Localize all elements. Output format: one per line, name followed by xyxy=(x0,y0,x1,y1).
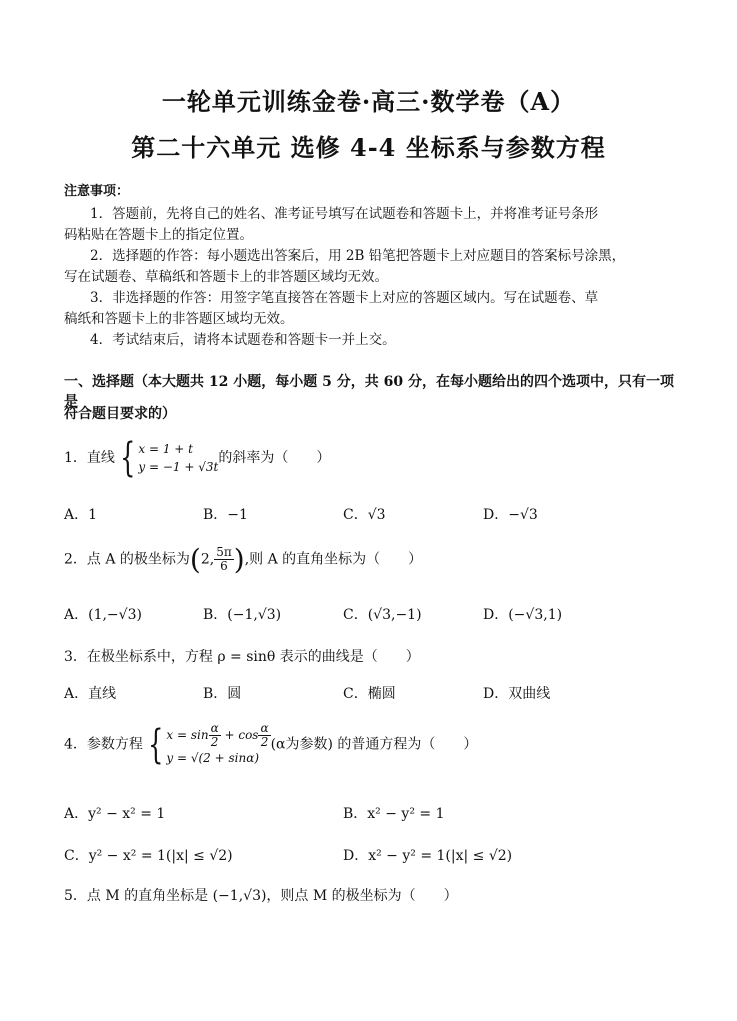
q2-option-d: D．(−√3,1) xyxy=(483,607,563,623)
q4-option-b: B．x² − y² = 1 xyxy=(343,806,445,822)
notice-line-5: 3．非选择题的作答：用签字笔直接答在答题卡上对应的答题区域内。写在试题卷、草 xyxy=(90,290,599,306)
q3-option-a: A．直线 xyxy=(64,686,117,702)
q1-option-a: A．1 xyxy=(64,507,98,523)
notice-line-4: 写在试题卷、草稿纸和答题卡上的非答题区域均无效。 xyxy=(64,269,388,285)
q2-option-a: A．(1,−√3) xyxy=(64,607,142,623)
q4-option-d: D．x² − y² = 1(|x| ≤ √2) xyxy=(343,848,513,864)
q2-option-b: B．(−1,√3) xyxy=(203,607,282,623)
q2-fraction: $\frac{5\pi}{6}$ xyxy=(216,545,232,573)
question-1: 1．直线 { x = 1 + t y = −1 + √3t 的斜率为（ ） xyxy=(64,435,331,481)
question-4: 4．参数方程 { x = sin $\frac{\alpha}{2}$ + cos $\frac{\alpha}{2}$ y = √(2 + sinα) (α为参数) 的普通方程为（ ） xyxy=(64,721,478,768)
q2-option-c: C．(√3,−1) xyxy=(343,607,422,623)
q1-option-c: C．√3 xyxy=(343,507,386,523)
q3-option-c: C．椭圆 xyxy=(343,686,396,702)
q4-option-c: C．y² − x² = 1(|x| ≤ √2) xyxy=(64,848,233,864)
question-2: 2．点 A 的极坐标为(2, $\frac{5\pi}{6}$ ),则 A 的直角坐标为（ ） xyxy=(64,543,423,576)
q4-equation-system: { x = sin $\frac{\alpha}{2}$ + cos $\frac{\alpha}{2}$ y = √(2 + sinα) xyxy=(148,721,269,768)
exam-title: 一轮单元训练金卷·高三·数学卷（A） xyxy=(161,87,576,116)
unit-title: 第二十六单元 选修 4-4 坐标系与参数方程 xyxy=(131,133,606,162)
question-3: 3．在极坐标系中，方程 ρ = sinθ 表示的曲线是（ ） xyxy=(64,649,420,665)
q1-option-d: D．−√3 xyxy=(483,507,538,523)
q4-option-a: A．y² − x² = 1 xyxy=(64,806,166,822)
notice-line-2: 码粘贴在答题卡上的指定位置。 xyxy=(64,227,253,243)
q3-option-b: B．圆 xyxy=(203,686,242,702)
q1-equation-system: { x = 1 + t y = −1 + √3t xyxy=(120,435,219,481)
q1-option-b: B．−1 xyxy=(203,507,248,523)
question-5: 5．点 M 的直角坐标是 (−1,√3)，则点 M 的极坐标为（ ） xyxy=(64,888,458,904)
notice-line-1: 1．答题前，先将自己的姓名、准考证号填写在试题卷和答题卡上，并将准考证号条形 xyxy=(90,206,599,222)
section-heading-line-2: 符合题目要求的） xyxy=(64,406,176,422)
notice-heading: 注意事项： xyxy=(64,184,130,199)
section-heading-line-1: 一、选择题（本大题共 12 小题，每小题 5 分，共 60 分，在每小题给出的四个选项中，只有一项是 xyxy=(64,374,674,410)
notice-line-6: 稿纸和答题卡上的非答题区域均无效。 xyxy=(64,311,294,327)
q3-option-d: D．双曲线 xyxy=(483,686,551,702)
notice-line-7: 4．考试结束后，请将本试题卷和答题卡一并上交。 xyxy=(90,332,396,348)
notice-line-3: 2．选择题的作答：每小题选出答案后，用 2B 铅笔把答题卡上对应题目的答案标号涂黑， xyxy=(90,248,626,264)
